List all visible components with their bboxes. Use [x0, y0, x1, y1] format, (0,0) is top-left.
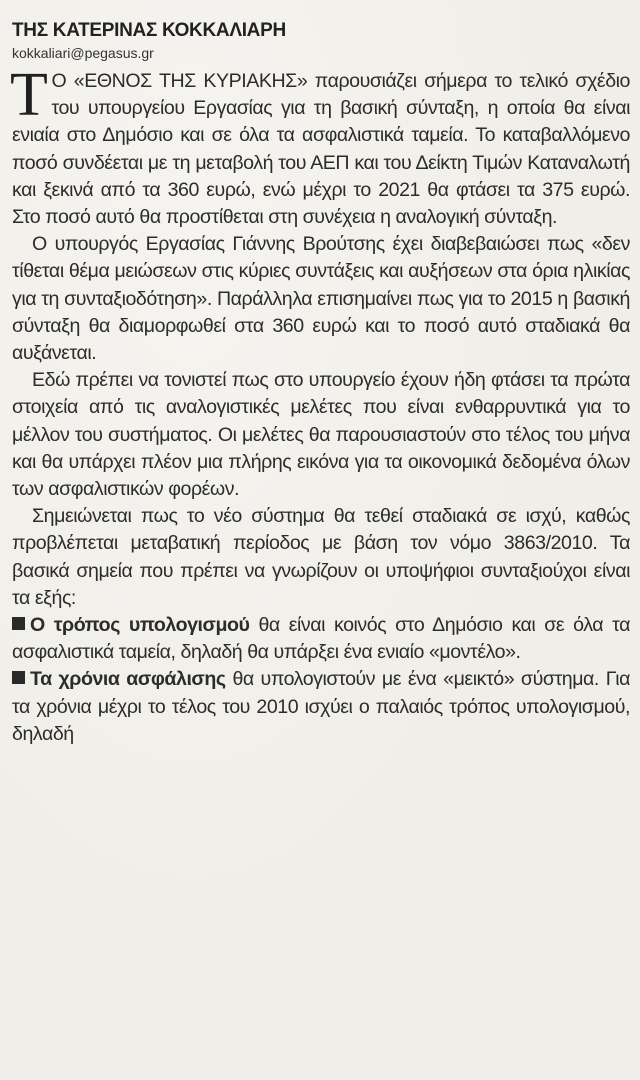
author-email: kokkaliari@pegasus.gr: [12, 45, 154, 61]
bullet-lead: Τα χρόνια ασφάλισης: [30, 668, 226, 691]
bullet-item-insurance-years: [12, 666, 630, 748]
bullet-lead: Ο τρόπος υπολογισμού: [30, 614, 250, 637]
paragraph-4: Σημειώνεται πως το νέο σύστημα θα τεθεί σταδιακά σε ισχύ, καθώς προβλέπεται μεταβατική περίοδος με βάση τον νόμο 3863/2010. Τα βασικά σημεία που πρέπει να γνωρίζουν οι υποψήφιοι συνταξιούχοι είναι τα εξής:: [12, 505, 630, 609]
square-bullet-icon: [12, 617, 25, 630]
drop-cap: Τ: [10, 61, 48, 129]
bullet-text: θα υπολογιστούν με ένα «μεικτό» σύστημα. Για τα χρόνια μέχρι το τέλος του 2010 ισχύει ο παλαιός τρόπος υπολογισμού, δηλαδή: [12, 668, 630, 745]
bullet-item-calculation: [12, 612, 630, 666]
paragraph-2: Ο υπουργός Εργασίας Γιάννης Βρούτσης έχει διαβεβαιώσει πως «δεν τίθεται θέμα μειώσεων στις κύριες συντάξεις και αυξήσεων στα όρια ηλικίας για τη συνταξιοδότηση». Παράλληλα επισημαίνει πως για το 2015 η βασική σύνταξη θα διαμορφωθεί στα 360 ευρώ και το ποσό αυτό σταδιακά θα αυξάνεται.: [12, 233, 630, 365]
square-bullet-icon: [12, 671, 25, 684]
paragraph-1: [10, 61, 630, 231]
article-body: [10, 61, 630, 748]
paragraph-3: Εδώ πρέπει να τονιστεί πως στο υπουργείο έχουν ήδη φτάσει τα πρώτα στοιχεία από τις αναλογιστικές μελέτες που είναι ενθαρρυντικά για το μέλλον του συστήματος. Οι μελέτες θα παρουσιαστούν στο τέλος του μήνα και θα υπάρχει πλέον μια πλήρης εικόνα για τα οικονομικά δεδομένα όλων των ασφαλιστικών φορέων.: [12, 369, 630, 501]
paragraph-1-text: Ο «ΕΘΝΟΣ ΤΗΣ ΚΥΡΙΑΚΗΣ» παρουσιάζει σήμερα το τελικό σχέδιο του υπουργείου Εργασίας για τη βασική σύνταξη, η οποία θα είναι ενιαία στο Δημόσιο και σε όλα τα ασφαλιστικά ταμεία. Το καταβαλλόμενο ποσό συνδέεται με τη μεταβολή του ΑΕΠ και του Δείκτη Τιμών Καταναλωτή και ξεκινά από τα 360 ευρώ, ενώ μέχρι το 2021 θα φτάσει τα 375 ευρώ. Στο ποσό αυτό θα προστίθεται στη συνέχεια η αναλογική σύνταξη.: [12, 70, 630, 229]
bullet-text: θα είναι κοινός στο Δημόσιο και σε όλα τα ασφαλιστικά ταμεία, δηλαδή θα υπάρξει ένα ενιαίο «μοντέλο».: [12, 614, 630, 664]
author-byline: ΤΗΣ ΚΑΤΕΡΙΝΑΣ ΚΟΚΚΑΛΙΑΡΗ: [12, 20, 286, 41]
